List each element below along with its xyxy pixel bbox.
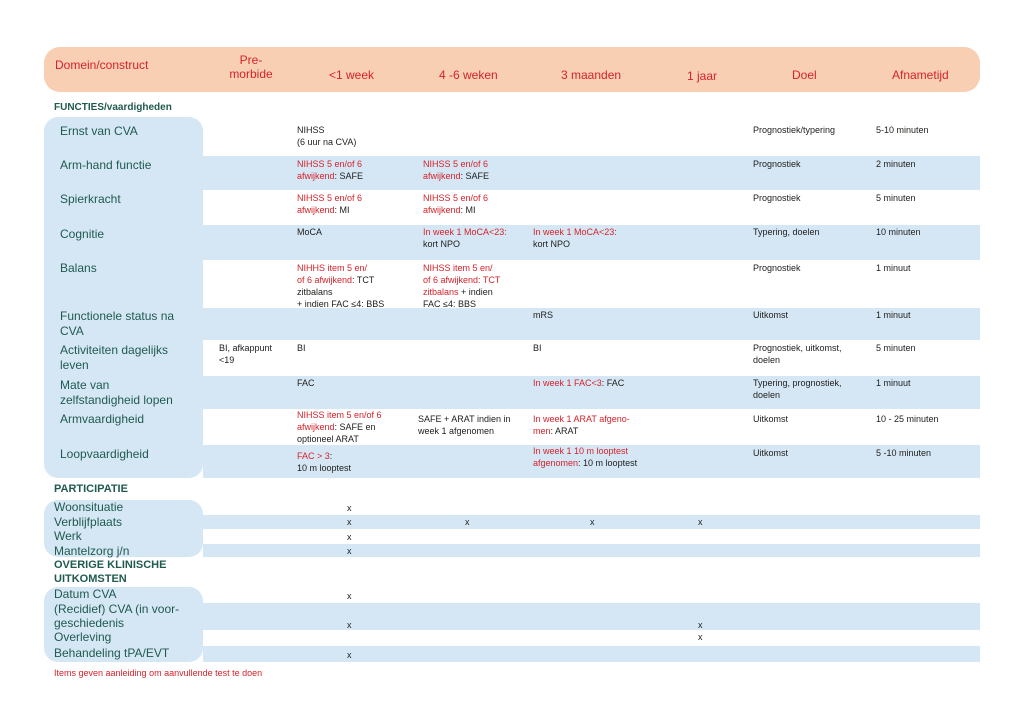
cell-1-week: MoCA <box>297 227 323 237</box>
cell-test: : 10 m looptest <box>297 451 352 473</box>
cell-1-week: BI <box>297 343 306 353</box>
cell-afnametijd: 1 minuut <box>876 310 911 320</box>
cell-1-jaar: x <box>698 620 703 630</box>
row-label: Spierkracht <box>60 192 121 206</box>
cell-test: : MI <box>334 205 350 215</box>
section-functies: FUNCTIES/vaardigheden <box>54 102 172 113</box>
cell-afnametijd: 5-10 minuten <box>876 125 929 135</box>
cell-1-week: NIHSS (6 uur na CVA) <box>297 125 357 147</box>
cell-1-week: x <box>347 591 352 601</box>
cell-afnametijd: 10 minuten <box>876 227 921 237</box>
cell-4-6-weken <box>423 262 500 310</box>
cell-test: : SAFE <box>460 171 490 181</box>
row-label: Balans <box>60 261 97 275</box>
cell-4-6-weken <box>423 226 507 250</box>
cell-1-week: x <box>347 546 352 556</box>
cell-test: : FAC <box>601 378 625 388</box>
cell-4-6-weken <box>423 158 489 182</box>
row-band <box>203 603 980 630</box>
cell-doel: Uitkomst <box>753 310 789 320</box>
cell-afnametijd: 5 minuten <box>876 343 916 353</box>
cell-doel: Prognostiek/typering <box>753 125 836 135</box>
row-label: Behandeling tPA/EVT <box>54 646 170 660</box>
cell-condition: FAC > 3 <box>297 451 330 461</box>
cell-condition: In week 1 MoCA<23: <box>533 227 617 237</box>
cell-test: kort NPO <box>533 239 571 249</box>
row-label: Arm-hand functie <box>60 158 152 172</box>
cell-condition: NIHSS 5 en/of 6 afwijkend <box>423 193 489 215</box>
row-band <box>203 308 980 340</box>
cell-1-jaar: x <box>698 632 703 642</box>
cell-1-week: x <box>347 620 352 630</box>
cell-4-6-weken <box>423 192 488 216</box>
cell-test: : TCT zitbalans + indien FAC ≤4: BBS <box>297 275 385 309</box>
cell-1-week <box>297 450 351 474</box>
cell-condition: NIHSS item 5 en/ of 6 afwijkend: TCT zitbalans <box>423 263 501 297</box>
cell-doel: Prognostiek <box>753 193 801 203</box>
cell-3-maanden: mRS <box>533 310 553 320</box>
footnote: Items geven aanleiding om aanvullende test te doen <box>54 668 263 678</box>
cell-1-week: x <box>347 503 352 513</box>
cell-condition: In week 1 MoCA<23: <box>423 227 507 237</box>
header-1-jaar: 1 jaar <box>687 69 718 83</box>
table-header <box>44 47 980 92</box>
cell-test: : SAFE en optioneel ARAT <box>297 422 376 444</box>
section-participatie: PARTICIPATIE <box>54 483 128 495</box>
cell-doel: Uitkomst <box>753 448 789 458</box>
cell-doel: Uitkomst <box>753 414 789 424</box>
cell-condition: In week 1 ARAT afgeno- men <box>533 414 630 436</box>
cell-1-week <box>297 409 382 445</box>
cell-condition: NIHSS 5 en/of 6 afwijkend <box>423 159 489 181</box>
row-label: Overleving <box>54 630 112 644</box>
cell-3-maanden <box>533 445 637 469</box>
cell-1-jaar: x <box>698 517 703 527</box>
row-label: Activiteiten dagelijks leven <box>60 343 169 372</box>
cell-doel: Prognostiek <box>753 159 801 169</box>
cell-1-week: x <box>347 517 352 527</box>
cell-afnametijd: 1 minuut <box>876 378 911 388</box>
cell-premorbide: BI, afkappunt <19 <box>219 343 273 365</box>
cell-3-maanden: x <box>590 517 595 527</box>
cell-test: kort NPO <box>423 239 461 249</box>
row-label: Werk <box>54 529 82 543</box>
cell-doel: Typering, doelen <box>753 227 820 237</box>
cell-3-maanden <box>533 377 624 389</box>
cell-test: : 10 m looptest <box>578 458 638 468</box>
cell-doel: Prognostiek, uitkomst, doelen <box>753 343 842 365</box>
cell-condition: NIHSS 5 en/of 6 afwijkend <box>297 193 363 215</box>
row-band <box>203 544 980 557</box>
header-premorbide: Pre- morbide <box>229 53 273 81</box>
cell-condition: NIHHS item 5 en/ of 6 afwijkend <box>297 263 368 285</box>
cell-doel: Prognostiek <box>753 263 801 273</box>
row-label: Mate van zelfstandigheid lopen <box>60 378 173 407</box>
cell-test: : MI <box>460 205 476 215</box>
cell-test: : ARAT <box>550 426 579 436</box>
header-doel: Doel <box>792 68 817 82</box>
header-domain: Domein/construct <box>55 58 149 72</box>
row-label: Loopvaardigheid <box>60 447 149 461</box>
cell-1-week <box>297 158 363 182</box>
row-label: Verblijfplaats <box>54 515 123 529</box>
cell-condition: NIHSS 5 en/of 6 afwijkend <box>297 159 363 181</box>
cell-afnametijd: 1 minuut <box>876 263 911 273</box>
cell-3-maanden: BI <box>533 343 542 353</box>
cell-1-week: FAC <box>297 378 315 388</box>
cell-4-6-weken: SAFE + ARAT indien in week 1 afgenomen <box>418 414 511 436</box>
cell-1-week <box>297 262 384 310</box>
cell-1-week: x <box>347 650 352 660</box>
cell-afnametijd: 2 minuten <box>876 159 916 169</box>
row-band <box>203 646 980 662</box>
cell-afnametijd: 10 - 25 minuten <box>876 414 939 424</box>
row-label: Armvaardigheid <box>60 412 145 426</box>
row-label: Cognitie <box>60 227 105 241</box>
header-afnametijd: Afnametijd <box>892 68 949 82</box>
cell-condition: NIHSS item 5 en/of 6 afwijkend <box>297 410 382 432</box>
header-3-maanden: 3 maanden <box>561 68 622 82</box>
cell-test: + indien FAC ≤4: BBS <box>423 287 493 309</box>
cell-3-maanden <box>533 413 630 437</box>
row-label: Woonsituatie <box>54 500 124 514</box>
cell-afnametijd: 5 -10 minuten <box>876 448 932 458</box>
row-label: (Recidief) CVA (in voor- geschiedenis <box>54 602 180 630</box>
cell-condition: In week 1 FAC<3 <box>533 378 602 388</box>
cell-test: : SAFE <box>334 171 364 181</box>
row-label: Mantelzorg j/n <box>54 544 130 558</box>
row-label: Ernst van CVA <box>60 124 138 138</box>
header-4-6-weken: 4 -6 weken <box>439 68 498 82</box>
row-label: Functionele status na CVA <box>60 309 175 338</box>
cell-1-week: x <box>347 532 352 542</box>
cell-4-6-weken: x <box>465 517 470 527</box>
row-label: Datum CVA <box>54 587 117 601</box>
cell-afnametijd: 5 minuten <box>876 193 916 203</box>
cell-doel: Typering, prognostiek, doelen <box>753 378 842 400</box>
section-overige: OVERIGE KLINISCHE UITKOMSTEN <box>54 559 167 585</box>
cell-3-maanden <box>533 226 617 250</box>
header-1-week: <1 week <box>329 68 375 82</box>
cell-1-week <box>297 192 362 216</box>
cell-condition: In week 1 10 m looptest afgenomen <box>533 446 629 468</box>
